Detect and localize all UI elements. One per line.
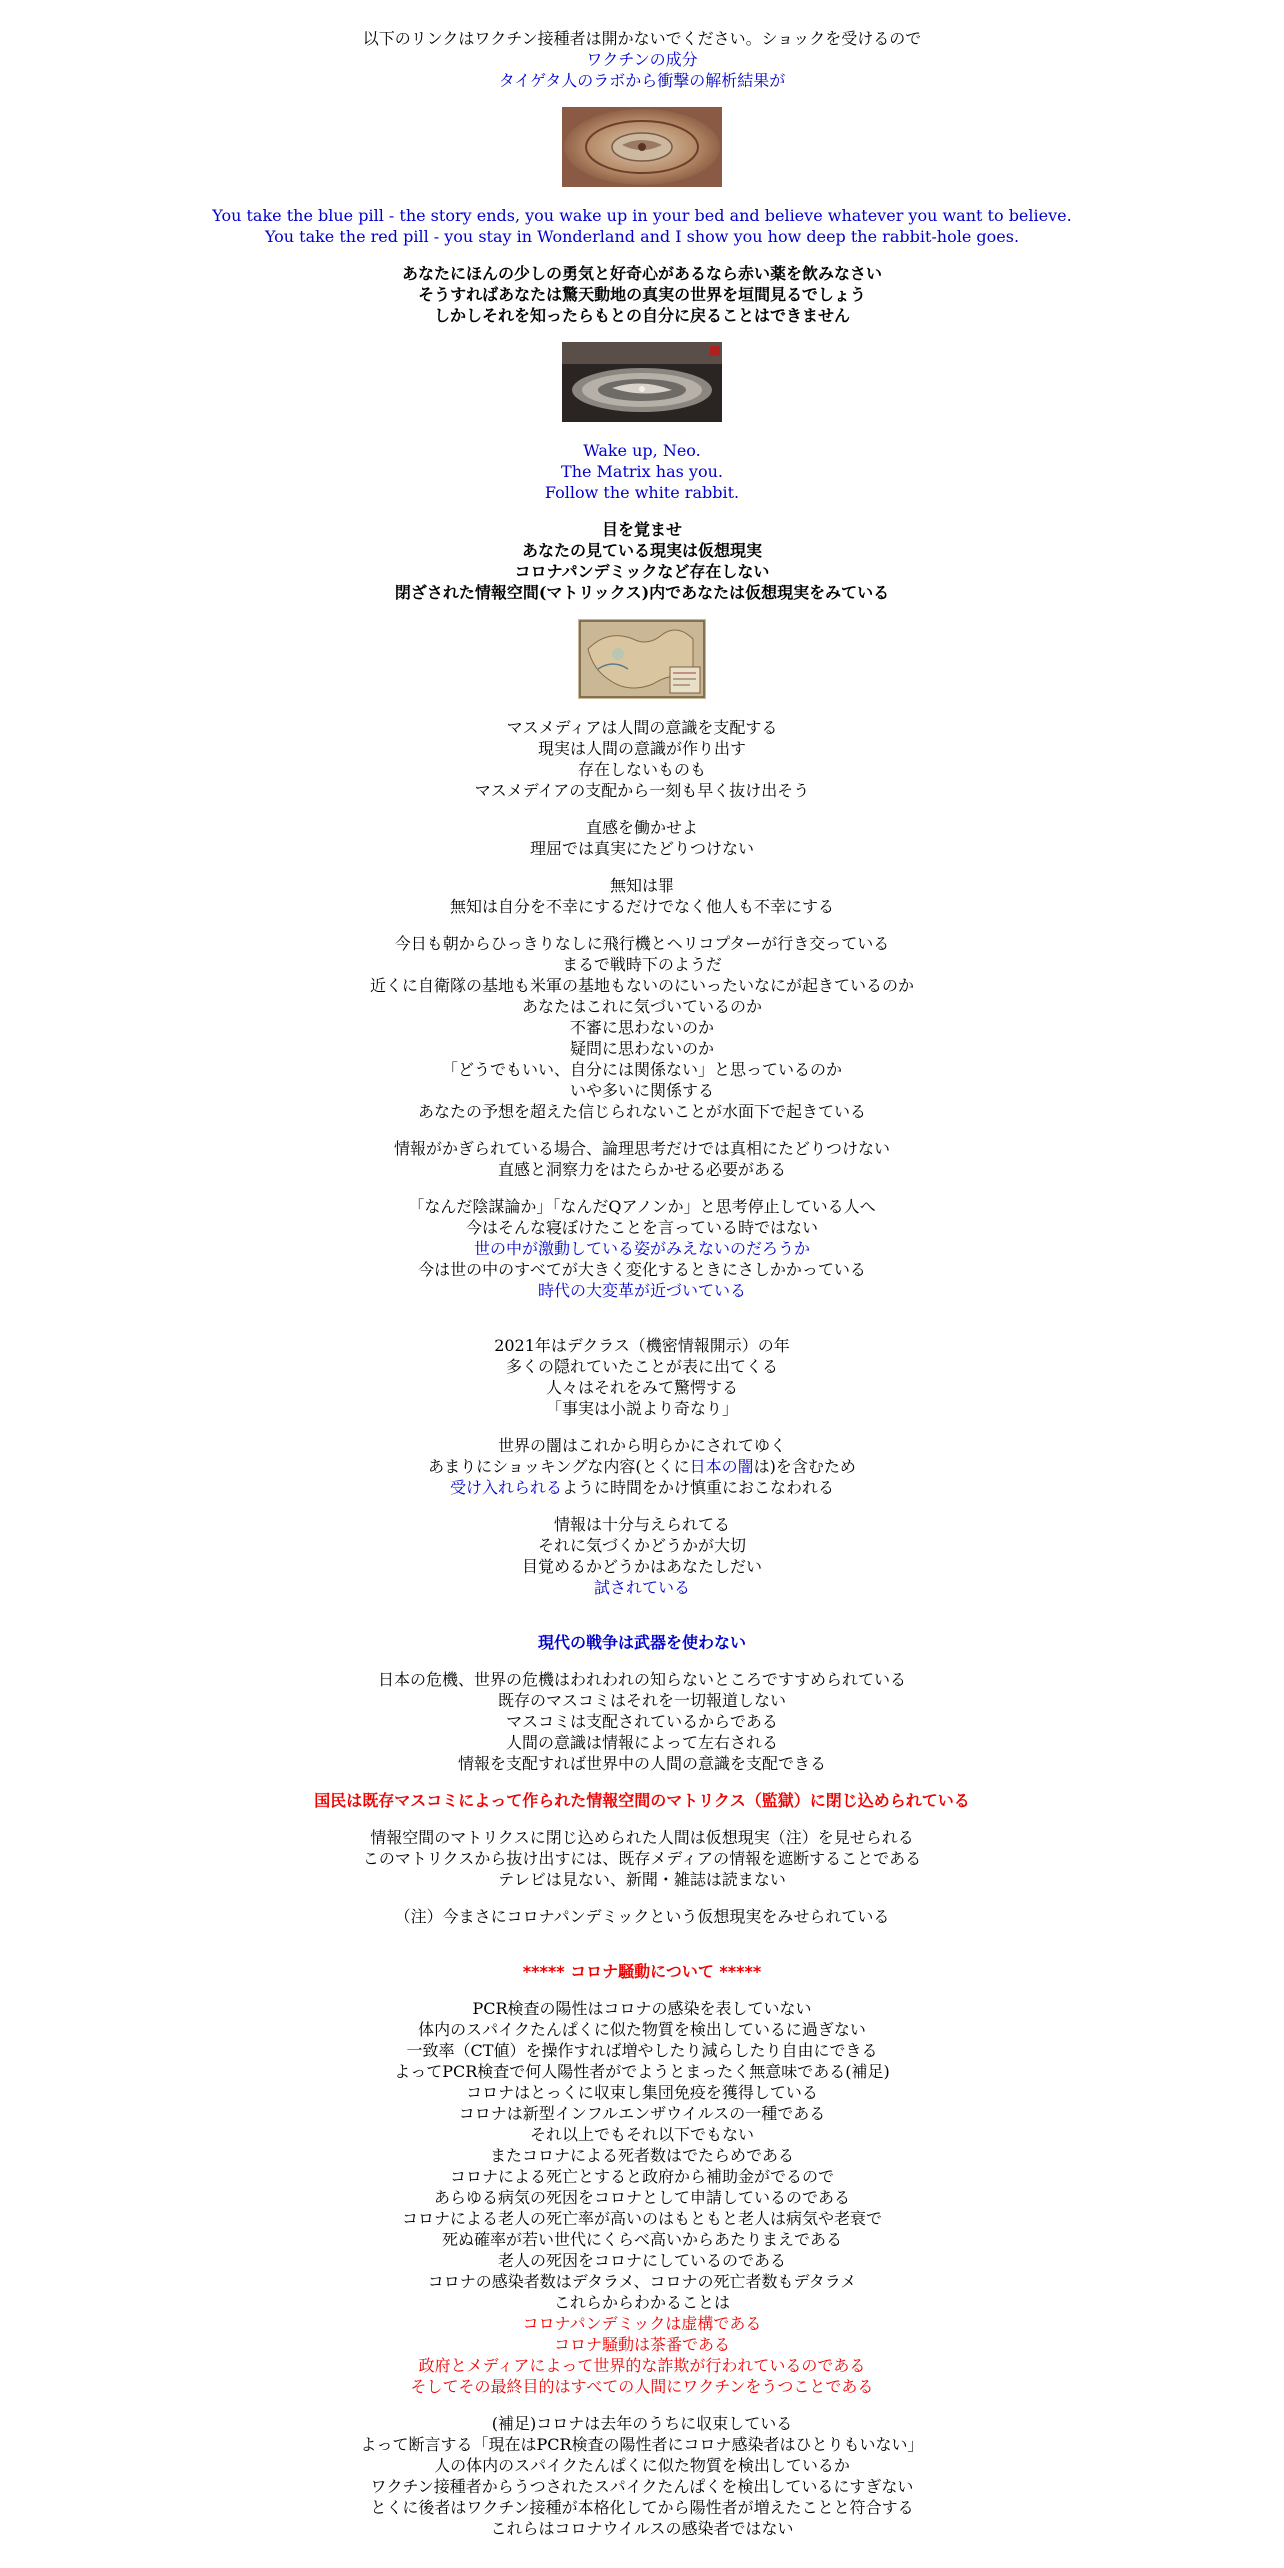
accepted-link[interactable]: 受け入れられる <box>449 1478 562 1497</box>
corona-line: PCR検査の陽性はコロナの感染を表していない <box>472 1999 812 2018</box>
ignorance-line: 無知は自分を不幸にするだけでなく他人も不幸にする <box>449 897 834 916</box>
flat-earth-disc-image[interactable] <box>562 342 722 422</box>
corona-line: またコロナによる死者数はでたらめである <box>489 2146 794 2165</box>
corona-line: コロナは新型インフルエンザウイルスの一種である <box>458 2104 826 2123</box>
darkness-block <box>0 1435 1284 1498</box>
flat-earth-disc-svg <box>562 342 722 422</box>
info-limited-block <box>0 1138 1284 1180</box>
corona-line: 体内のスパイクたんぱくに似た物質を検出しているに過ぎない <box>418 2020 866 2039</box>
darkness-text: は)を含むため <box>753 1457 856 1476</box>
vaccine-ingredients-link[interactable]: ワクチンの成分 <box>586 50 698 69</box>
planes-line: 「どうでもいい、自分には関係ない」と思っているのか <box>441 1060 842 1079</box>
blue-pill-line[interactable]: You take the blue pill - the story ends, you wake up in your bed and believe whatever you want to believe. <box>212 206 1072 225</box>
intuition-line: 直感を働かせよ <box>585 818 698 837</box>
planes-line: 疑問に思わないのか <box>569 1039 714 1058</box>
ornate-plate-svg <box>562 107 722 187</box>
disclosure-block <box>0 1335 1284 1419</box>
war-line: 情報を支配すれば世界中の人間の意識を支配できる <box>457 1754 826 1773</box>
old-map-svg <box>578 619 706 699</box>
tested-line: それに気づくかどうかが大切 <box>537 1536 746 1555</box>
neo-en-line[interactable]: The Matrix has you. <box>561 462 723 481</box>
neo-quote-en <box>0 440 1284 503</box>
corona-red-line: そしてその最終目的はすべての人間にワクチンをうつことである <box>410 2377 874 2396</box>
conspiracy-line: 「なんだ陰謀論か」「なんだQアノンか」と思考停止している人へ <box>408 1197 876 1216</box>
media-line: 現実は人間の意識が作り出す <box>537 739 746 758</box>
tested-line: 情報は十分与えられてる <box>553 1515 730 1534</box>
red-pill-line[interactable]: You take the red pill - you stay in Wonderland and I show you how deep the rabbit-hole goes. <box>264 227 1020 246</box>
intuition-block <box>0 817 1284 859</box>
pill-quote-ja <box>0 263 1284 326</box>
great-change-link[interactable]: 時代の大変革が近づいている <box>537 1281 746 1300</box>
neo-ja-line: 目を覚ませ <box>601 520 682 539</box>
spacer <box>0 1943 1284 1961</box>
corona-line: これらからわかることは <box>553 2293 730 2312</box>
planes-line: まるで戦時下のようだ <box>562 955 722 974</box>
darkness-text: ように時間をかけ慎重におこなわれる <box>562 1478 835 1497</box>
info-limited-line: 情報がかぎられている場合、論理思考だけでは真相にたどりつけない <box>393 1139 890 1158</box>
japan-darkness-link[interactable]: 日本の闇 <box>689 1457 754 1476</box>
darkness-line-3 <box>0 1477 1284 1498</box>
neo-ja-line: あなたの見ている現実は仮想現実 <box>521 541 762 560</box>
pill-ja-line: そうすればあなたは驚天動地の真実の世界を垣間見るでしょう <box>418 285 866 304</box>
disclosure-line: 多くの隠れていたことが表に出てくる <box>505 1357 778 1376</box>
ornate-plate-image[interactable] <box>562 107 722 187</box>
media-line: マスメデイアの支配から一刻も早く抜け出そう <box>474 781 810 800</box>
ignorance-line: 無知は罪 <box>609 876 674 895</box>
prison-line: 情報空間のマトリクスに閉じ込められた人間は仮想現実（注）を見せられる <box>370 1828 914 1847</box>
warning-text: 以下のリンクはワクチン接種者は開かないでください。ショックを受けるので <box>362 29 922 48</box>
supplement-line: ワクチン接種者からうつされたスパイクたんぱくを検出しているにすぎない <box>370 2477 914 2496</box>
war-block <box>0 1669 1284 1774</box>
upheaval-link[interactable]: 世の中が激動している姿がみえないのだろうか <box>473 1239 810 1258</box>
planes-line: あなたの予想を超えた信じられないことが水面下で起きている <box>417 1102 866 1121</box>
media-line: 存在しないものも <box>577 760 706 779</box>
neo-ja-line: コロナパンデミックなど存在しない <box>514 562 770 581</box>
planes-block <box>0 933 1284 1122</box>
corona-line: コロナによる老人の死亡率が高いのはもともと老人は病気や老衰で <box>401 2209 882 2228</box>
war-line: マスコミは支配されているからである <box>506 1712 778 1731</box>
corona-line: コロナはとっくに収束し集団免疫を獲得している <box>466 2083 818 2102</box>
corona-red-line: コロナ騒動は茶番である <box>553 2335 730 2354</box>
conspiracy-line: 今は世の中のすべてが大きく変化するときにさしかかっている <box>418 1260 866 1279</box>
war-heading[interactable]: 現代の戦争は武器を使わない <box>537 1633 746 1652</box>
neo-ja-line: 閉ざされた情報空間(マトリックス)内であなたは仮想現実をみている <box>394 583 890 602</box>
disclosure-line: 「事実は小説より奇なり」 <box>545 1399 738 1418</box>
supplement-block <box>0 2413 1284 2539</box>
ignorance-block <box>0 875 1284 917</box>
media-line: マスメディアは人間の意識を支配する <box>506 718 778 737</box>
darkness-line-2 <box>0 1456 1284 1477</box>
neo-en-line[interactable]: Follow the white rabbit. <box>544 483 740 502</box>
spacer <box>0 1614 1284 1632</box>
corona-line: それ以上でもそれ以下でもない <box>529 2125 754 2144</box>
corona-line: コロナによる死亡とすると政府から補助金がでるので <box>449 2167 834 2186</box>
corona-line: 老人の死因をコロナにしているのである <box>497 2251 786 2270</box>
corona-block <box>0 1998 1284 2397</box>
prison-block <box>0 1827 1284 1890</box>
tested-line: 目覚めるかどうかはあなたしだい <box>521 1557 762 1576</box>
disclosure-line: 2021年はデクラス（機密情報開示）の年 <box>494 1336 790 1355</box>
corona-red-line: 政府とメディアによって世界的な詐欺が行われているのである <box>418 2356 866 2375</box>
neo-en-line[interactable]: Wake up, Neo. <box>583 441 701 460</box>
tested-block <box>0 1514 1284 1598</box>
supplement-line: 人の体内のスパイクたんぱくに似た物質を検出しているか <box>434 2456 850 2475</box>
corona-line: コロナの感染者数はデタラメ、コロナの死亡者数もデタラメ <box>427 2272 857 2291</box>
prison-note: （注）今まさにコロナパンデミックという仮想現実をみせられている <box>394 1907 890 1926</box>
media-block <box>0 717 1284 801</box>
planes-line: 不審に思わないのか <box>569 1018 714 1037</box>
intro-block <box>0 28 1284 91</box>
pill-quote-en <box>0 205 1284 247</box>
planes-line: 近くに自衛隊の基地も米軍の基地もないのにいったいなにが起きているのか <box>369 976 914 995</box>
supplement-line: とくに後者はワクチン接種が本格化してから陽性者が増えたことと符合する <box>370 2498 914 2517</box>
supplement-line: よって断言する「現在はPCR検査の陽性者にコロナ感染者はひとりもいない」 <box>360 2435 924 2454</box>
pill-ja-line: あなたにほんの少しの勇気と好奇心があるなら赤い薬を飲みなさい <box>401 264 882 283</box>
corona-line: あらゆる病気の死因をコロナとして申請しているのである <box>433 2188 850 2207</box>
taygeta-lab-link[interactable]: タイゲタ人のラボから衝撃の解析結果が <box>498 71 786 90</box>
war-line: 人間の意識は情報によって左右される <box>505 1733 778 1752</box>
corona-line: 一致率（CT値）を操作すれば増やしたり減らしたり自由にできる <box>406 2041 878 2060</box>
conspiracy-block <box>0 1196 1284 1301</box>
pill-ja-line: しかしそれを知ったらもとの自分に戻ることはできません <box>433 306 850 325</box>
planes-line: あなたはこれに気づいているのか <box>521 997 762 1016</box>
disclosure-line: 人々はそれをみて驚愕する <box>545 1378 738 1397</box>
darkness-line: 世界の闇はこれから明らかにされてゆく <box>497 1436 786 1455</box>
prison-line: テレビは見ない、新聞・雑誌は読まない <box>498 1870 786 1889</box>
being-tested-link[interactable]: 試されている <box>593 1578 690 1597</box>
corona-heading: ***** コロナ騒動について ***** <box>522 1962 762 1981</box>
war-line: 既存のマスコミはそれを一切報道しない <box>497 1691 786 1710</box>
planes-line: 今日も朝からひっきりなしに飛行機とヘリコプターが行き交っている <box>394 934 890 953</box>
corona-line: 死ぬ確率が若い世代にくらべ高いからあたりまえである <box>441 2230 842 2249</box>
conspiracy-line: 今はそんな寝ぼけたことを言っている時ではない <box>465 1218 818 1237</box>
darkness-text: あまりにショッキングな内容(とくに <box>428 1457 690 1476</box>
intuition-line: 理屈では真実にたどりつけない <box>529 839 754 858</box>
neo-quote-ja <box>0 519 1284 603</box>
war-line: 日本の危機、世界の危機はわれわれの知らないところですすめられている <box>377 1670 906 1689</box>
prison-line: このマトリクスから抜け出すには、既存メディアの情報を遮断することである <box>362 1849 922 1868</box>
old-map-image[interactable] <box>578 619 706 699</box>
info-limited-line: 直感と洞察力をはたらかせる必要がある <box>497 1160 786 1179</box>
supplement-line: (補足)コロナは去年のうちに収束している <box>491 2414 793 2433</box>
supplement-line: これらはコロナウイルスの感染者ではない <box>490 2519 794 2538</box>
spacer <box>0 1317 1284 1335</box>
corona-red-line: コロナパンデミックは虚構である <box>522 2314 762 2333</box>
prison-heading: 国民は既存マスコミによって作られた情報空間のマトリクス（監獄）に閉じ込められている <box>314 1791 970 1810</box>
corona-line: よってPCR検査で何人陽性者がでようとまったく無意味である(補足) <box>394 2062 890 2081</box>
planes-line: いや多いに関係する <box>569 1081 714 1100</box>
